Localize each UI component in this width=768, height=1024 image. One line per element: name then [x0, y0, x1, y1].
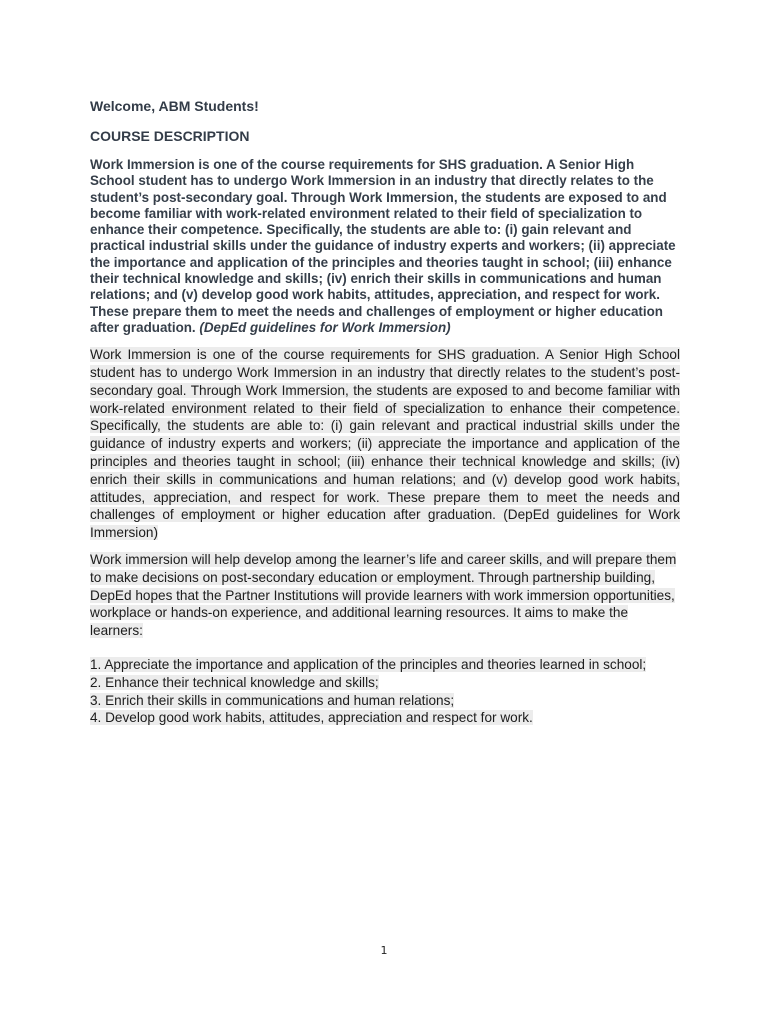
- greeting: Welcome, ABM Students!: [90, 98, 259, 114]
- document-page: [90, 97, 680, 727]
- list-item: 1. Appreciate the importance and application of the principles and theories learned in school;: [90, 657, 647, 673]
- list-item: 2. Enhance their technical knowledge and skills;: [90, 674, 379, 690]
- bold-citation: (DepEd guidelines for Work Immersion): [199, 319, 451, 335]
- list-item: 4. Develop good work habits, attitudes, appreciation and respect for work.: [90, 710, 533, 726]
- bold-course-description-text: Work Immersion is one of the course requirements for SHS graduation. A Senior High School student has to undergo Work Immersion in an industry that directly relates to the student’s post-secondary goal. Through Work Immersion, the students are exposed to and become familiar with work-related environment related to their field of specialization to enhance their competence. Specifically, the students are able to: (i) gain relevant and practical industrial skills under the guidance of industry experts and workers; (ii) appreciate the importance and application of the principles and theories taught in school; (iii) enhance their technical knowledge and skills; (iv) enrich their skills in communications and human relations; and (v) develop good work habits, attitudes, appreciation, and respect for work. These prepare them to meet the needs and challenges of employment or higher education after graduation.: [90, 157, 676, 335]
- section-title: COURSE DESCRIPTION: [90, 128, 250, 144]
- aims-paragraph: [90, 551, 680, 640]
- page-number: 1: [380, 944, 388, 957]
- list-item: 3. Enrich their skills in communications and human relations;: [90, 692, 455, 708]
- aims-list: [90, 656, 680, 727]
- aims-paragraph-text: Work immersion will help develop among the learner’s life and career skills, and will prepare them to make decisions on post-secondary education or employment. Through partnership building, DepEd hopes that the Partner Institutions will provide learners with work immersion opportunities, workplace or hands-on experience, and additional learning resources. It aims to make the learners:: [90, 552, 677, 639]
- plain-course-description-text: Work Immersion is one of the course requirements for SHS graduation. A Senior High School student has to undergo Work Immersion in an industry that directly relates to the student’s post-secondary goal. Through Work Immersion, the students are exposed to and become familiar with work-related environment related to their field of specialization to enhance their competence. Specifically, the students are able to: (i) gain relevant and practical industrial skills under the guidance of industry experts and workers; (ii) appreciate the importance and application of the principles and theories taught in school; (iii) enhance their technical knowledge and skills; (iv) enrich their skills in communications and human relations; and (v) develop good work habits, attitudes, appreciation, and respect for work. These prepare them to meet the needs and challenges of employment or higher education after graduation. (DepEd guidelines for Work Immersion): [90, 347, 680, 541]
- plain-course-description: [90, 346, 680, 542]
- bold-course-description: [90, 157, 680, 336]
